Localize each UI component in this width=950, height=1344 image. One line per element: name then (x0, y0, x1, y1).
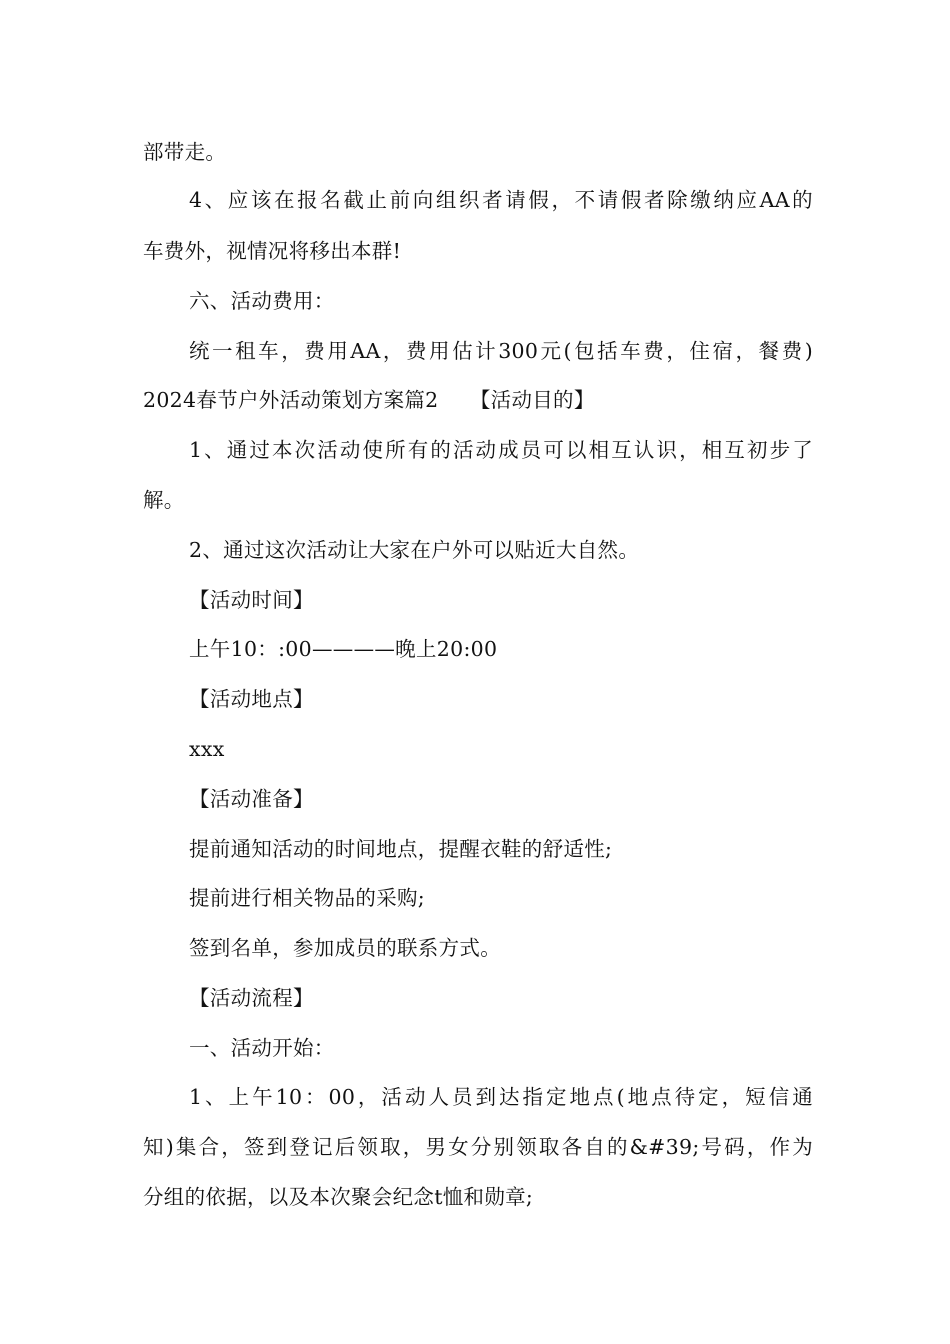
text-line: 1、通过本次活动使所有的活动成员可以相互认识，相互初步了 (189, 438, 813, 462)
text-line: 4、应该在报名截止前向组织者请假，不请假者除缴纳应AA的 (189, 188, 813, 212)
text-line: 一、活动开始： (189, 1036, 335, 1060)
text-line: 车费外，视情况将移出本群! (143, 239, 402, 263)
text-line: xxx (189, 737, 225, 761)
text-line: 部带走。 (143, 140, 227, 164)
text-line: 统一租车，费用AA，费用估计300元(包括车费，住宿，餐费) (189, 339, 813, 363)
section-heading: 【活动准备】 (189, 787, 314, 811)
section-heading: 【活动流程】 (189, 986, 314, 1010)
text-line: 解。 (143, 488, 185, 512)
text-line: 提前进行相关物品的采购; (189, 886, 426, 910)
text-line: 1、上午10：00，活动人员到达指定地点(地点待定，短信通 (189, 1085, 813, 1109)
section-heading: 【活动时间】 (189, 588, 314, 612)
section-heading: 2024春节户外活动策划方案篇2 【活动目的】 (143, 388, 595, 412)
text-line: 2、通过这次活动让大家在户外可以贴近大自然。 (189, 538, 640, 562)
text-line: 六、活动费用： (189, 289, 335, 313)
text-line: 知)集合，签到登记后领取，男女分别领取各自的&#39;号码，作为 (143, 1135, 813, 1159)
text-line: 分组的依据，以及本次聚会纪念t恤和勋章; (143, 1185, 534, 1209)
text-line: 上午10：:00————晚上20:00 (189, 637, 498, 661)
text-line: 签到名单，参加成员的联系方式。 (189, 936, 501, 960)
section-heading: 【活动地点】 (189, 687, 314, 711)
text-line: 提前通知活动的时间地点，提醒衣鞋的舒适性; (189, 837, 613, 861)
